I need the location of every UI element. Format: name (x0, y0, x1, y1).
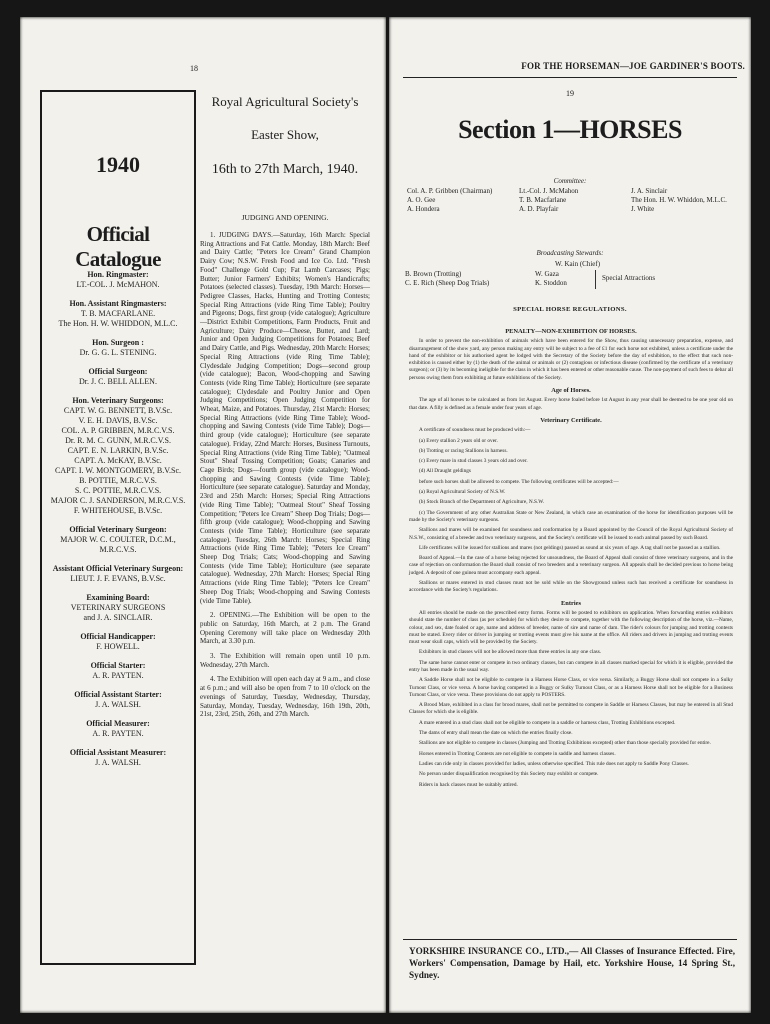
regulation-paragraph: (b) Trotting or racing Stallions in harness. (419, 447, 508, 454)
regulation-paragraph: (a) Royal Agricultural Society of N.S.W. (419, 489, 506, 496)
steward-note: Special Attractions (602, 274, 656, 283)
committee-col-2 (519, 187, 629, 214)
official-name: J. A. WALSH. (95, 700, 141, 709)
regulation-paragraph: A certificate of soundness must be produced with:— (419, 427, 531, 434)
bottom-advert: YORKSHIRE INSURANCE CO., LTD.,— All Classes of Insurance Effected. Fire, Workers' Compensation, Damage by Hail, etc. Yorkshire House, 14 Spring St., Sydney. (409, 946, 735, 980)
official-title: Official Handicapper: (80, 632, 156, 641)
official-name: F. WHITEHOUSE, B.V.Sc. (73, 506, 163, 515)
show-heading (196, 91, 374, 180)
heading-line-2: Easter Show, (251, 127, 319, 142)
regulation-paragraph: All entries should be made on the prescribed entry forms. Forms will be posted to exhibitors on application. When forwarding entries exhibitors should state the number of class (as per schedule) for which they desire to compete, together with the following description of the horse, viz.—Name, colour, and sex, date foaled or age, name and address of breeder, name of sire and name of dam. The rider's colours for jumping and trotting contests must be stated. Every rider or driver in jumping or trotting events must give his name at the office. All riders and drivers in jumping and trotting events must wear skull caps, which will be provided by the Society. (409, 609, 733, 646)
regulation-paragraph: Exhibitors in stud classes will not be allowed more than three entries in any one class. (419, 649, 602, 656)
committee-member: A. O. Gee (407, 196, 436, 204)
official-title: Official Measurer: (86, 719, 150, 728)
official-name: CAPT. W. G. BENNETT, B.V.Sc. (63, 406, 173, 415)
steward: W. Gaza (535, 269, 559, 278)
regulation-paragraph: Life certificates will be issued for stallions and mares (not geldings) passed as sound at six years of age. A tag shall not be passed as a stallion. (419, 544, 721, 551)
paragraph: 1. JUDGING DAYS.—Saturday, 16th March: Special Ring Attractions and Fat Cattle. Monday, 18th March: Beef and Dairy Cattle; "Peters Ice Cream" Grand Champion Dairy Cow; N.S.W. Fresh Food and Ice Co. Ltd. "Fresh Food" Challenge Gold Cup; Fat Lamb Carcases; Pigs; Butter; Junior Farmers' Exhibits; Women's Handicrafts; Potatoes (selected classes). Tuesday, 19th March: Horses—Pedigree Classes, Hacks, Hunting and Trotting Contests; Special Ring Attractions (vide Ring Time Table); Poultry and Pigeons; Dogs, first group (vide catalogue); Agriculture—District Exhibit Competitions, Farm Products, Fruit and Agriculture; Dairy Produce—Cheese, Butter, and Lard; Junior and Open Judging Competitions for Potatoes; Beef and Dairy Cattle, and Pigs. Wednesday, 20th March: Horses; Special Ring Attractions (vide Ring Time Table); Clydesdale Judging Competition; Dogs—second group (vide catalogue); Bacon, Wood-chopping and Sawing Contests (vide Ring Time Table); Horticulture (see separate catalogue); Clydesdale and Poultry Junior and Open Judging Competitions; Open Judging Competition for Wheat, Maize, and Potatoes. Thursday, 21st March: Horses; Special Ring Attractions (vide Ring Time Table); Wood-chopping and Sawing Contests (vide Time Table); Dogs—third group (vide catalogue); Horticulture (see separate catalogue). Friday, 22nd March: Horses, Business Turnouts, Special Ring Attractions (vide Ring Time Table); "Oatmeal Stout" Sheaf Tossing Competition; Goats; Canaries and Cage Birds; Dogs—fourth group (vide catalogue); Wood-chopping and Sawing Contests (vide Time Table); Horticulture (see separate catalogue). Saturday and Monday, 23rd and 25th March: Horses; Special Ring Attractions (vide Ring Time Table); "Oatmeal Stout" Sheaf Tossing Competition; "Peters Ice Cream" Sheep Dog Trials; Dogs—fifth group (vide catalogue); Wood-chopping and Sawing Contests (vide Time Table); Horticulture (see separate catalogue). Tuesday, 26th March: Horses; Special Ring Attractions (vide Ring Time Table); "Peters Ice Cream" Sheep Dog Trials; Cats; Wood-chopping and Sawing Contests (vide Time Table); Horticulture (see separate catalogue). Wednesday, 27th March: Horses; Special Ring Attractions (vide Ring Time Table); "Peters Ice Cream" Sheep Dog Trials; Wood-chopping and Sawing Contests (vide Time Table). (200, 231, 370, 605)
paragraph: 4. The Exhibition will open each day at 9 a.m., and close at 6 p.m.; and will also be open from 7 to 10 o'clock on the evenings of Saturday, Tuesday, Wednesday, Thursday, Saturday, Monday, Tuesday, Wednesday, 16th 19th, 20th, 21st, 23rd, 25th, 26th, and 27th March. (200, 675, 370, 719)
official-name: CAPT. E. N. LARKIN, B.V.Sc. (67, 446, 169, 455)
official-name: COL. A. P. GRIBBEN, M.R.C.V.S. (61, 426, 175, 435)
official-name: VETERINARY SURGEONS (70, 603, 166, 612)
regulation-paragraph: (d) All Draught geldings (419, 468, 471, 475)
official-title: Hon. Assistant Ringmasters: (69, 299, 167, 308)
stewards-list (405, 260, 735, 289)
heading-line-1: Royal Agricultural Society's (211, 94, 359, 109)
heading-line-3: 16th to 27th March, 1940. (211, 162, 359, 177)
stewards-heading: Broadcasting Stewards: (536, 249, 604, 257)
regulation-paragraph: A Saddle Horse shall not be eligible to compete in a Harness Horse Class, or vice versa. Similarly, a Buggy Horse shall not compete in a Sulky Turnout Class, or vice versa. A horse having competed in a Buggy or Sulky Turnout Class, or as a Harness Horse shall not be eligible for a Business Turnout Class, or vice versa. These provisions do not apply to POSTERS. (409, 677, 733, 698)
official-entry (42, 593, 194, 623)
official-name: B. POTTIE, M.R.C.V.S. (79, 476, 157, 485)
box-year: 1940 (96, 152, 140, 177)
official-entry (42, 338, 194, 358)
left-page (20, 17, 386, 1013)
official-title: Official Starter: (90, 661, 146, 670)
official-name: MAJOR C. J. SANDERSON, M.R.C.V.S. (50, 496, 186, 505)
official-name: MAJOR W. C. COULTER, D.C.M., M.R.C.V.S. (60, 535, 176, 554)
paragraph: 2. OPENING.—The Exhibition will be open to the public on Saturday, 16th March, at 2 p.m. The Grand Opening Ceremony will take place on Wednesday 20th March, at 3.30 p.m. (200, 611, 370, 646)
official-title: Examining Board: (86, 593, 150, 602)
judging-subheading: JUDGING AND OPENING. (241, 213, 329, 222)
committee-member: A. Hondera (407, 205, 440, 213)
bottom-rule (403, 939, 737, 940)
paragraph: 3. The Exhibition will remain open until 10 p.m. Wednesday, 27th March. (200, 652, 370, 669)
committee-member: J. A. Sinclair (631, 187, 668, 195)
official-name: LIEUT. J. F. EVANS, B.V.Sc. (70, 574, 166, 583)
steward: B. Brown (Trotting) (405, 269, 462, 278)
judging-text (200, 231, 370, 725)
officials-list (42, 270, 194, 777)
committee-member: A. D. Playfair (519, 205, 559, 213)
special-regulations-heading: SPECIAL HORSE REGULATIONS. (513, 306, 627, 313)
committee-col-1 (407, 187, 517, 214)
top-advert: FOR THE HORSEMAN—JOE GARDINER'S BOOTS. (521, 61, 745, 71)
official-entry (42, 525, 194, 555)
official-title: Official Assistant Measurer: (69, 748, 167, 757)
official-name: T. B. MACFARLANE. (80, 309, 156, 318)
regulation-paragraph: No person under disqualification recognised by this Society may exhibit or compete. (419, 771, 599, 778)
right-page (389, 17, 751, 1013)
official-name: J. A. WALSH. (95, 758, 141, 767)
regulation-paragraph: Board of Appeal.—In the case of a horse being rejected for unsoundness, the Board of Appeal shall consist of three veterinary surgeons, and in the case of rejection on conformation the Board shall consist of two breeders and a veterinary surgeon. All appeals shall be decided previous to horse being judged. A deposit of one guinea must accompany each appeal. (409, 555, 733, 576)
official-name: A. R. PAYTEN. (92, 729, 144, 738)
official-name: CAPT. A. McKAY, B.V.Sc. (74, 456, 162, 465)
official-name: LT.-COL. J. McMAHON. (76, 280, 160, 289)
top-rule (403, 77, 737, 78)
official-entry (42, 564, 194, 584)
committee-member: The Hon. H. W. Whiddon, M.L.C. (631, 196, 727, 204)
regulation-paragraph: (c) The Government of any other Australian State or New Zealand, in which case an examination of the horse for identification purposes will be made by the Society's veterinary surgeons. (409, 509, 733, 523)
committee-member: Lt.-Col. J. McMahon (519, 187, 579, 195)
regulation-paragraph: Horses entered in Trotting Contests are not eligible to compete in saddle and harness classes. (419, 750, 616, 757)
official-name: Dr. G. G. L. STENING. (79, 348, 157, 357)
official-entry (42, 632, 194, 652)
official-entry (42, 367, 194, 387)
official-title: Assistant Official Veterinary Surgeon: (52, 564, 184, 573)
official-entry (42, 396, 194, 516)
official-name: A. R. PAYTEN. (92, 671, 144, 680)
committee-member: T. B. Macfarlane (519, 196, 567, 204)
regulation-paragraph: The age of all horses to be calculated as from 1st August. Every horse foaled before 1st August in any year shall be deemed to be one year old on that date. A filly is defined as a female under four years of age. (409, 397, 733, 411)
regulation-paragraph: A Brood Mare, exhibited in a class for brood mares, shall not be permitted to compete in Saddle or Harness Classes, but may be entered in all Stud Classes for which she is eligible. (409, 702, 733, 716)
official-name: Dr. R. M. C. GUNN, M.R.C.V.S. (65, 436, 171, 445)
regulation-paragraph: The same horse cannot enter or compete in two ordinary classes, but can compete in all classes marked special for which it is eligible, provided the entry has been made in the usual way. (409, 659, 733, 673)
committee-member: Col. A. P. Gribben (Chairman) (407, 187, 493, 195)
regulation-paragraph: (c) Every mare in stud classes 3 years old and over. (419, 458, 528, 465)
official-name: Dr. J. C. BELL ALLEN. (79, 377, 157, 386)
official-title: Official Assistant Starter: (74, 690, 162, 699)
steward: K. Stoddon (535, 279, 567, 287)
committee-heading: Committee: (553, 177, 587, 185)
page-number-left: 18 (190, 64, 198, 73)
regulation-paragraph: before such horses shall be allowed to compete. The following certificates will be accepted:— (419, 478, 619, 485)
official-entry (42, 748, 194, 768)
official-entry (42, 690, 194, 710)
regulation-heading: Entries (561, 599, 581, 607)
regulation-heading: Age of Horses. (551, 387, 591, 395)
regulation-paragraph: Stallions and mares will be examined for soundness and conformation by a Board appointed by the Council of the Royal Agricultural Society of N.S.W., consisting of a breeder and two veterinary surgeons, and the Society's certificate will be issued to each animal passed by such Board. (409, 527, 733, 541)
official-name: The Hon. H. W. WHIDDON, M.L.C. (58, 319, 178, 328)
official-entry (42, 299, 194, 329)
committee-member: J. White (631, 205, 655, 213)
steward: C. E. Rich (Sheep Dog Trials) (405, 279, 490, 287)
regulations-body (409, 323, 733, 792)
regulation-paragraph: In order to prevent the non-exhibition of animals which have been entered for the Show, thus causing unnecessary preparation, expense, and disarrangement of the show yard, any person making any entry will be subject to a fee of £1 for each horse not exhibited, unless a certificate under the hand of the exhibitor or his authorised agent be lodged with the Secretary of the Society before the day of exhibition, to the effect that such non-exhibition is caused either by (1) the death of the animal or animals or (2) contagious or infectious disease (confirmed by the certificate of a veterinary surgeon); or (3) by its becoming ineligible for the class in which it has been entered or other reasonable cause. The non-payment of such fees to debar all persons owing them from exhibiting at future exhibitions of the Society. (409, 338, 733, 381)
official-title: Official Veterinary Surgeon: (69, 525, 167, 534)
official-entry (42, 270, 194, 290)
official-entry (42, 661, 194, 681)
regulation-paragraph: Stallions or mares entered in stud classes must not be sold while on the Showground unless such has received a certificate for soundness in accordance with the Society's regulations. (409, 580, 733, 594)
regulation-heading: PENALTY—NON-EXHIBITION OF HORSES. (505, 328, 637, 335)
regulation-paragraph: Stallions are not eligible to compete in classes (Jumping and Trotting Exhibitions excepted) other than those specially provided for entire. (419, 740, 711, 747)
official-title: Official Surgeon: (88, 367, 148, 376)
official-name: V. E. H. DAVIS, B.V.Sc. (78, 416, 158, 425)
official-title: Hon. Ringmaster: (87, 270, 149, 279)
regulation-paragraph: (b) Stock Branch of the Department of Agriculture, N.S.W. (419, 499, 545, 506)
official-name: CAPT. I. W. MONTGOMERY, B.V.Sc. (54, 466, 182, 475)
official-name: and J. A. SINCLAIR. (83, 613, 153, 622)
steward-chief: W. Kain (Chief) (555, 260, 601, 268)
page-number-right: 19 (566, 89, 574, 98)
regulation-paragraph: A mare entered in a stud class shall not be eligible to compete in a saddle or harness class, Trotting Exhibitions excepted. (419, 719, 676, 726)
box-title: Official Catalogue (75, 222, 161, 271)
committee-col-3 (631, 187, 751, 214)
regulation-paragraph: Riders in hack classes must be suitably attired. (419, 781, 518, 788)
regulation-paragraph: Ladies can ride only in classes provided for ladies, unless otherwise specified. This rule does not apply to Saddle Pony Classes. (419, 760, 689, 767)
regulation-paragraph: The dams of entry shall mean the date on which the entries finally close. (419, 730, 573, 737)
official-entry (42, 719, 194, 739)
official-title: Hon. Surgeon : (92, 338, 144, 347)
official-name: S. C. POTTIE, M.R.C.V.S. (74, 486, 162, 495)
section-title: Section 1—HORSES (458, 115, 682, 144)
regulation-heading: Veterinary Certificate. (540, 416, 602, 424)
catalogue-box (40, 90, 196, 965)
regulation-paragraph: (a) Every stallion 2 years old or over. (419, 437, 498, 444)
official-title: Hon. Veterinary Surgeons: (72, 396, 164, 405)
official-name: F. HOWELL. (96, 642, 140, 651)
